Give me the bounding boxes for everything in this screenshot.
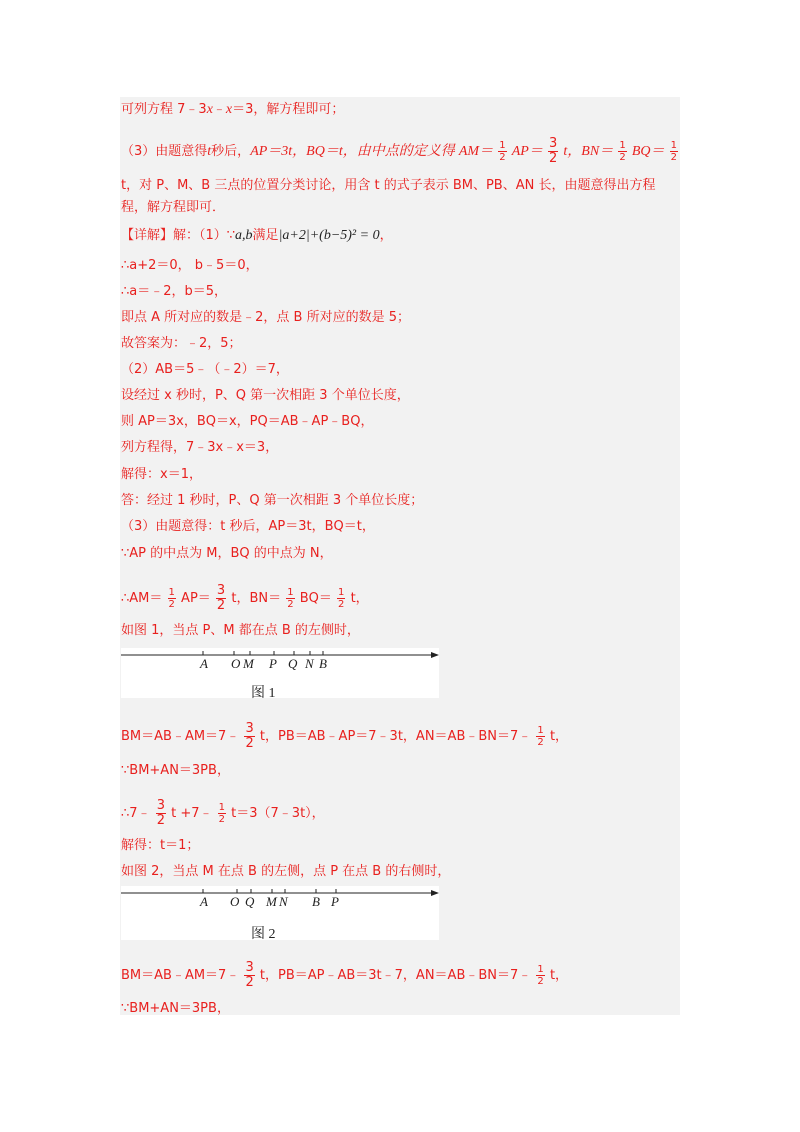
- point-label: A: [200, 656, 208, 671]
- text-line: 可列方程 7﹣3x﹣x＝3，解方程即可；: [121, 102, 345, 117]
- fraction-three-halves: $\frac{3}{2}$: [245, 721, 254, 751]
- text-line: t，对 P、M、B 三点的位置分类讨论，用含 t 的式子表示 BM、PB、AN 长，由题意得出方程: [121, 178, 656, 193]
- text-line: 即点 A 所对应的数是﹣2，点 B 所对应的数是 5；: [121, 310, 411, 325]
- fraction-half: $\frac{1}{2}$: [537, 964, 544, 987]
- fraction-three-halves: $\frac{3}{2}$: [245, 960, 254, 990]
- text-line: 则 AP＝3x，BQ＝x，PQ＝AB﹣AP﹣BQ，: [121, 414, 374, 429]
- fraction-half: $\frac{1}{2}$: [338, 587, 345, 610]
- text-line: 解得：x＝1，: [121, 467, 202, 482]
- point-label: O: [231, 656, 241, 671]
- text-line: ∵BM+AN＝3PB，: [121, 763, 230, 778]
- figure-caption: 图 2: [251, 927, 276, 942]
- text-line: 设经过 x 秒时，P、Q 第一次相距 3 个单位长度，: [121, 388, 410, 403]
- point-label: P: [331, 894, 339, 909]
- point-label: B: [319, 656, 327, 671]
- text-line: ∴a＝﹣2，b＝5，: [121, 284, 228, 299]
- fraction-half: $\frac{1}{2}$: [287, 587, 294, 610]
- point-label: A: [200, 894, 208, 909]
- text-line: 程，解方程即可．: [121, 200, 226, 215]
- text-line: BM＝AB﹣AM＝7﹣ $\frac{3}{2}$ t，PB＝AB﹣AP＝7﹣3t，AN＝AB﹣BN＝7﹣ $\frac{1}{2}$ t，: [121, 721, 569, 751]
- fraction-half: $\frac{1}{2}$: [218, 802, 226, 825]
- number-line-1: [121, 648, 439, 698]
- text-line: ∴a+2＝0， b﹣5＝0，: [121, 258, 259, 273]
- point-label: O: [230, 894, 240, 909]
- text-line: 【详解】解：（1）∵a,b满足|a+2|+(b−5)² = 0，: [121, 228, 393, 243]
- text-line: （3）由题意得：t 秒后，AP＝3t，BQ＝t，: [121, 519, 375, 534]
- point-label: B: [312, 894, 320, 909]
- fraction-half: $\frac{1}{2}$: [670, 140, 678, 163]
- fraction-half: $\frac{1}{2}$: [499, 140, 506, 163]
- text-line: 如图 1，当点 P、M 都在点 B 的左侧时，: [121, 623, 360, 638]
- figure-caption: 图 1: [251, 686, 276, 701]
- text-line: 答：经过 1 秒时，P、Q 第一次相距 3 个单位长度；: [121, 493, 424, 508]
- text-line: 列方程得，7﹣3x﹣x＝3，: [121, 440, 279, 455]
- text-line: ∴AM＝ $\frac{1}{2}$ AP＝ $\frac{3}{2}$ t，BN＝ $\frac{1}{2}$ BQ＝ $\frac{1}{2}$ t，: [121, 583, 369, 613]
- fraction-three-halves: $\frac{3}{2}$: [549, 136, 558, 166]
- text-line: 如图 2，当点 M 在点 B 的左侧，点 P 在点 B 的右侧时，: [121, 864, 451, 879]
- point-label: N: [279, 894, 288, 909]
- text-line: 解得：t＝1；: [121, 838, 200, 853]
- text-line: BM＝AB﹣AM＝7﹣ $\frac{3}{2}$ t，PB＝AP﹣AB＝3t﹣7，AN＝AB﹣BN＝7﹣ $\frac{1}{2}$ t，: [121, 960, 569, 990]
- point-label: M: [266, 894, 277, 909]
- text-line: ∵AP 的中点为 M，BQ 的中点为 N，: [121, 546, 333, 561]
- fraction-half: $\frac{1}{2}$: [168, 587, 175, 610]
- point-label: Q: [245, 894, 255, 909]
- fraction-three-halves: $\frac{3}{2}$: [156, 798, 165, 828]
- point-label: M: [243, 656, 254, 671]
- number-line-figure-2: [121, 886, 439, 940]
- point-label: P: [269, 656, 277, 671]
- text-line: ∵BM+AN＝3PB，: [121, 1001, 230, 1016]
- text-line: 故答案为：﹣2，5；: [121, 336, 242, 351]
- point-label: N: [305, 656, 314, 671]
- fraction-three-halves: $\frac{3}{2}$: [216, 583, 226, 613]
- text-line: ∴7﹣ $\frac{3}{2}$ t +7﹣ $\frac{1}{2}$ t＝3（7﹣3t），: [121, 798, 325, 828]
- fraction-half: $\frac{1}{2}$: [619, 140, 626, 163]
- fraction-half: $\frac{1}{2}$: [537, 725, 544, 748]
- number-line-figure-1: [121, 648, 439, 701]
- text-line: （3）由题意得t秒后，AP＝3t，BQ＝t，由中点的定义得 AM＝ $\frac{1}{2}$ AP＝ $\frac{3}{2}$ t，BN＝ $\frac{1}{2}$ BQ＝ $\frac{1}{2}$: [121, 136, 678, 166]
- text-line: （2）AB＝5﹣（﹣2）＝7，: [121, 362, 289, 377]
- point-label: Q: [288, 656, 298, 671]
